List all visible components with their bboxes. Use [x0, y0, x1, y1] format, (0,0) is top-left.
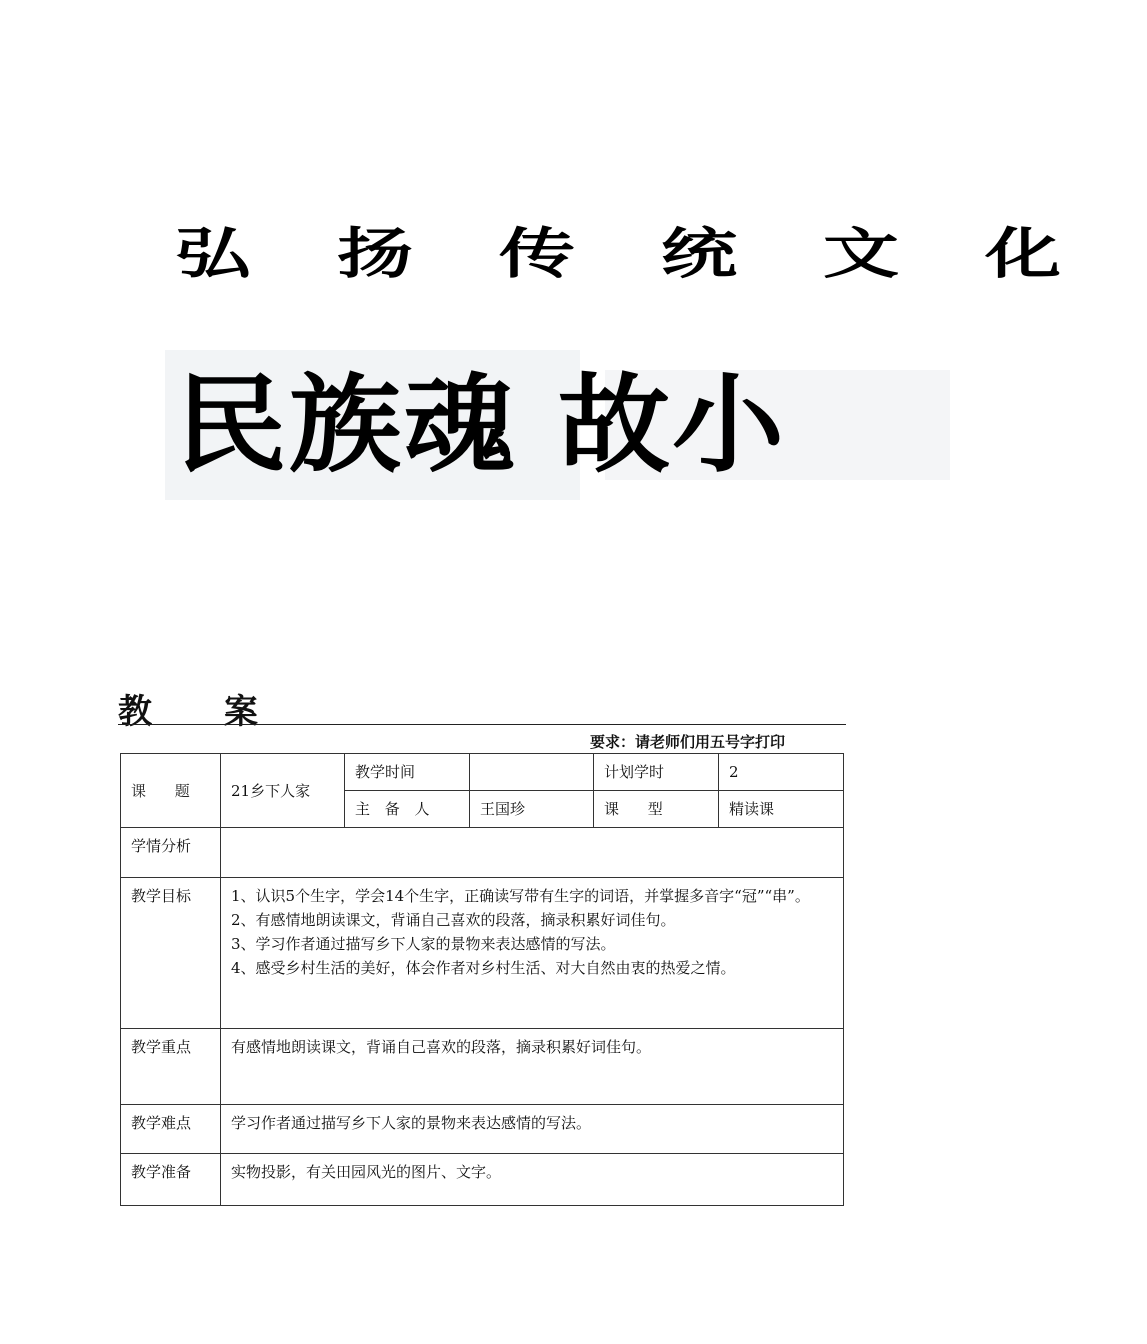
table-row: [121, 878, 844, 1029]
planned-hours-label-cell: [594, 754, 719, 791]
goals-label-cell: [121, 878, 221, 1029]
prep-label-cell: [121, 1154, 221, 1206]
key-label: 教学重点: [131, 1038, 192, 1056]
prep-value-cell: [221, 1154, 844, 1206]
print-requirement-note: 要求：请老师们用五号字打印: [590, 733, 786, 751]
key-label-cell: [121, 1029, 221, 1105]
teach-time-value-cell: [470, 754, 594, 791]
teach-time-label-cell: [345, 754, 470, 791]
goals-value-cell: [221, 878, 844, 1029]
calligraphy-banner: [165, 210, 1147, 510]
lesson-type-label: 课 型: [604, 800, 675, 818]
goal-item: 2、有感情地朗读课文，背诵自己喜欢的段落，摘录积累好词佳句。: [231, 911, 676, 929]
topic-value: 21乡下人家: [231, 781, 311, 800]
analysis-label-cell: [121, 828, 221, 878]
goal-item: 4、感受乡村生活的美好，体会作者对乡村生活、对大自然由衷的热爱之情。: [231, 959, 736, 977]
table-row: [121, 828, 844, 878]
lesson-type-label-cell: [594, 791, 719, 828]
planned-hours-value-cell: [719, 754, 844, 791]
table-row: [121, 1105, 844, 1154]
preparer-label-cell: [345, 791, 470, 828]
table-row: [121, 1029, 844, 1105]
prep-value: 实物投影，有关田园风光的图片、文字。: [231, 1163, 502, 1181]
difficulty-value-cell: [221, 1105, 844, 1154]
title-divider: [118, 724, 846, 725]
goal-item: 3、学习作者通过描写乡下人家的景物来表达感情的写法。: [231, 935, 616, 953]
analysis-value-cell: [221, 828, 844, 878]
preparer-value: 王国珍: [480, 800, 526, 818]
banner-line-bottom: 民族魂 故小: [175, 362, 786, 488]
topic-label-cell: [121, 754, 221, 828]
goal-item: 1、认识5个生字，学会14个生字，正确读写带有生字的词语，并掌握多音字“冠”“串”。: [231, 887, 810, 905]
difficulty-label-cell: [121, 1105, 221, 1154]
table-row: [121, 754, 844, 791]
planned-hours-label: 计划学时: [604, 763, 665, 781]
analysis-label: 学情分析: [131, 837, 192, 855]
difficulty-label: 教学难点: [131, 1114, 192, 1132]
table-row: [121, 1154, 844, 1206]
topic-label: 课 题: [131, 781, 202, 800]
key-value-cell: [221, 1029, 844, 1105]
key-value: 有感情地朗读课文，背诵自己喜欢的段落，摘录积累好词佳句。: [231, 1038, 652, 1056]
banner-line-top: 弘扬传统文化: [175, 221, 1147, 286]
preparer-value-cell: [470, 791, 594, 828]
planned-hours-value: 2: [729, 763, 739, 781]
preparer-label: 主 备 人: [355, 800, 435, 818]
goals-label: 教学目标: [131, 887, 192, 905]
lesson-type-value-cell: [719, 791, 844, 828]
page-title: 教 案: [118, 692, 288, 732]
difficulty-value: 学习作者通过描写乡下人家的景物来表达感情的写法。: [231, 1114, 592, 1132]
lesson-plan-table: [120, 753, 844, 1206]
topic-value-cell: [221, 754, 345, 828]
teach-time-label: 教学时间: [355, 763, 416, 781]
prep-label: 教学准备: [131, 1163, 192, 1181]
lesson-type-value: 精读课: [729, 800, 775, 818]
